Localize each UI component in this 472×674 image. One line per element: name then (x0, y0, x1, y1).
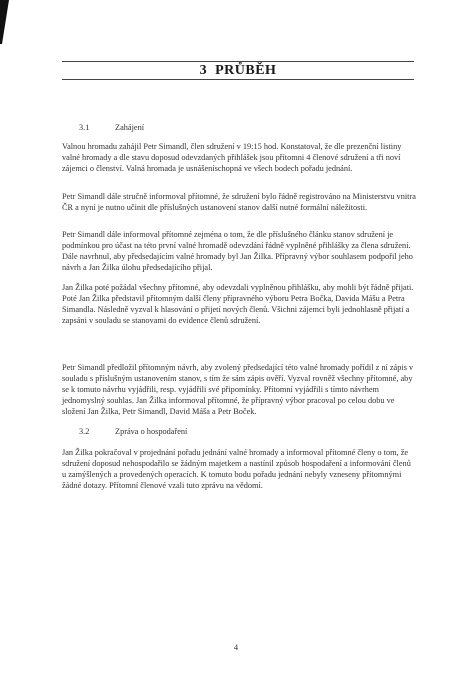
page-number: 4 (233, 642, 239, 652)
section-heading-3-1 (79, 122, 144, 133)
paragraph: Jan Žilka poté požádal všechny přítomné, aby odevzdali vyplněnou přihlášku, aby mohli být řádně přijati. Poté Jan Žilka představil přítomným další členy přípravného výboru Petra Bočka, Davida Mášu a Petra Simandla. Následně vyzval k hlasování o přijetí nových členů. Všichni zájemci byli jednohlasně přijati a zapsáni v souladu se stanovami do evidence členů sdružení. (62, 283, 414, 325)
section-number: 3.1 (79, 123, 90, 132)
paragraph: Petr Simandl dále informoval přítomné zejména o tom, že dle příslušného článku stanov sdružení je podmínkou pro účast na této první valné hromadě odevzdání řádně vyplněné přihlášky za člena sdružení. Dále navrhnul, aby předsedajícím valné hromady byl Jan Žilka. Přípravný výbor souhlasem podpořil jeho návrh a Jan Žilka úlohu předsedajícího přijal. (62, 230, 413, 272)
paragraph: Petr Simandl dále stručně informoval přítomné, že sdružení bylo řádně registrováno na Ministerstvu vnitra ČR a nyní je nutno učinit dle příslušných ustanovení stanov další nutné formální náležitosti. (62, 192, 416, 212)
section-title: Zahájení (115, 123, 145, 132)
chapter-number: 3 (199, 63, 208, 78)
chapter-title (62, 62, 414, 79)
section-number: 3.2 (79, 427, 90, 436)
section-title: Zpráva o hospodaření (115, 427, 188, 436)
section-heading-3-2 (79, 426, 187, 437)
chapter-title-text: PRŮBĚH (215, 63, 277, 78)
paragraph: Petr Simandl předložil přítomným návrh, aby zvolený předsedající této valné hromady pořídil z ní zápis v souladu s příslušným ustanovením stanov, s tím že sám zápis ověří. Vyzval rovněž všechny přítomné, aby se k tomuto návrhu vyjádřili, resp. vyjádřili své připomínky. Přítomní vyjádřili s tímto návrhem jednomyslný souhlas. Jan Žilka informoval přítomné, že přípravný výbor pracoval po celou dobu ve složení Jan Žilka, Petr Simandl, David Máša a Petr Boček. (62, 363, 414, 416)
paragraph: Jan Žilka pokračoval v projednání pořadu jednání valné hromady a informoval přítomné členy o tom, že sdružení doposud nehospodařilo se žádným majetkem a nastínil způsob hospodaření a informování členů u zamýšlených a provedených operacích. K tomuto bodu pořadu jednání nebyly vzneseny přítomnými žádné dotazy. Přítomní členové vzali tuto zprávu na vědomí. (62, 448, 411, 490)
scan-edge-mark (0, 0, 14, 44)
paragraph: Valnou hromadu zahájil Petr Simandl, člen sdružení v 19:15 hod. Konstatoval, že dle prezenční listiny valné hromady a dle stavu doposud odevzdaných přihlášek jsou přítomni 4 členové sdružení a tři noví zájemci o členství. Valná hromada je usnášeníschopná ve všech bodech pořadu jednání. (62, 142, 402, 173)
title-rule-bottom (62, 79, 414, 80)
